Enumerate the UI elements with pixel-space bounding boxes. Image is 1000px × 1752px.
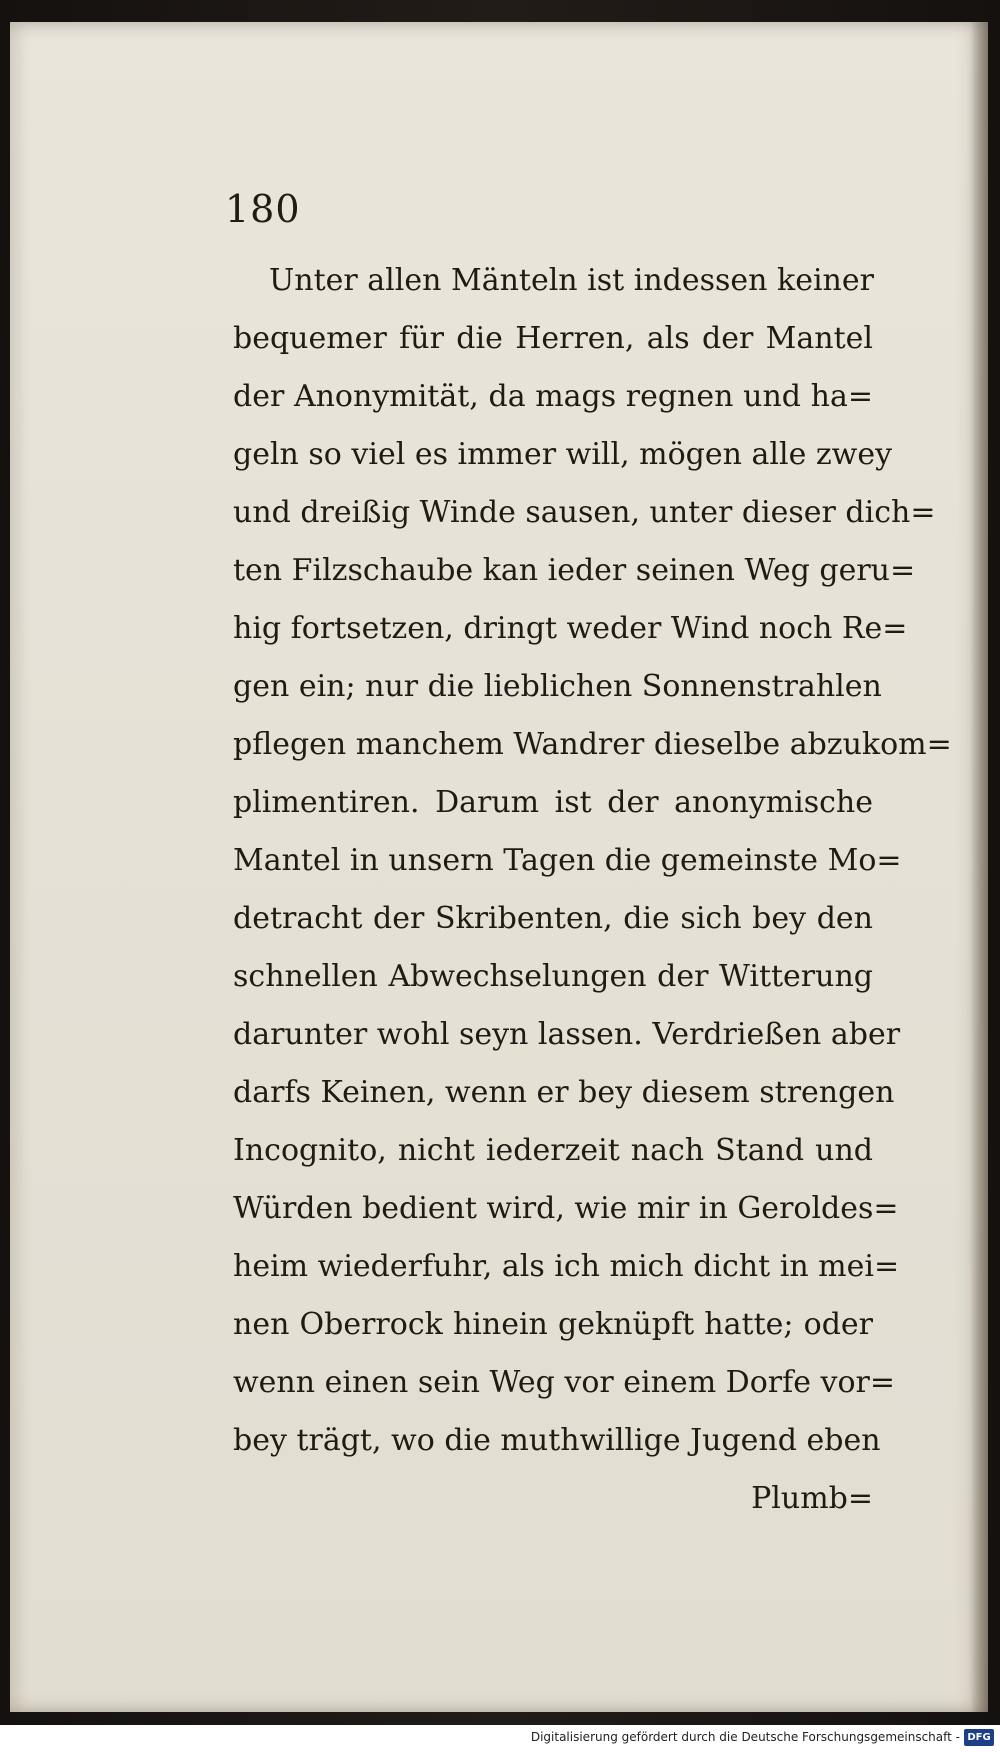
text-line: der Anonymität, da mags regnen und ha= [233,379,873,414]
text-line: schnellen Abwechselungen der Witterung [233,959,873,994]
text-line: heim wiederfuhr, als ich mich dicht in mei= [233,1249,900,1284]
text-line: Würden bedient wird, wie mir in Geroldes= [233,1191,899,1226]
digitization-footer [0,1725,1000,1752]
text-line: bey trägt, wo die muthwillige Jugend eben [233,1423,881,1458]
text-line: geln so viel es immer will, mögen alle zwey [233,437,893,472]
body-text [233,252,952,1528]
text-line: plimentiren. Darum ist der anonymische [233,785,873,820]
book-page [10,22,988,1712]
text-line: ten Filzschaube kan ieder seinen Weg geru= [233,553,916,588]
catchword: Plumb= [751,1481,873,1516]
text-line: wenn einen sein Weg vor einem Dorfe vor= [233,1365,896,1400]
text-line: Mantel in unsern Tagen die gemeinste Mo= [233,843,902,878]
page-number: 180 [225,187,301,231]
text-line: nen Oberrock hinein geknüpft hatte; oder [233,1307,873,1342]
text-line: darfs Keinen, wenn er bey diesem strengen [233,1075,895,1110]
text-line: darunter wohl seyn lassen. Verdrießen aber [233,1017,901,1052]
text-line: bequemer für die Herren, als der Mantel [233,321,873,356]
text-line: Unter allen Mänteln ist indessen keiner [269,263,874,298]
text-line: pflegen manchem Wandrer dieselbe abzukom= [233,727,952,762]
text-line: detracht der Skribenten, die sich bey den [233,901,873,936]
text-line: und dreißig Winde sausen, unter dieser dich= [233,495,936,530]
funding-notice: Digitalisierung gefördert durch die Deutsche Forschungsgemeinschaft - [530,1730,960,1744]
text-line: Incognito, nicht iederzeit nach Stand und [233,1133,873,1168]
text-line: gen ein; nur die lieblichen Sonnenstrahlen [233,669,882,704]
text-line: hig fortsetzen, dringt weder Wind noch Re= [233,611,908,646]
dfg-logo: DFG [964,1729,994,1746]
